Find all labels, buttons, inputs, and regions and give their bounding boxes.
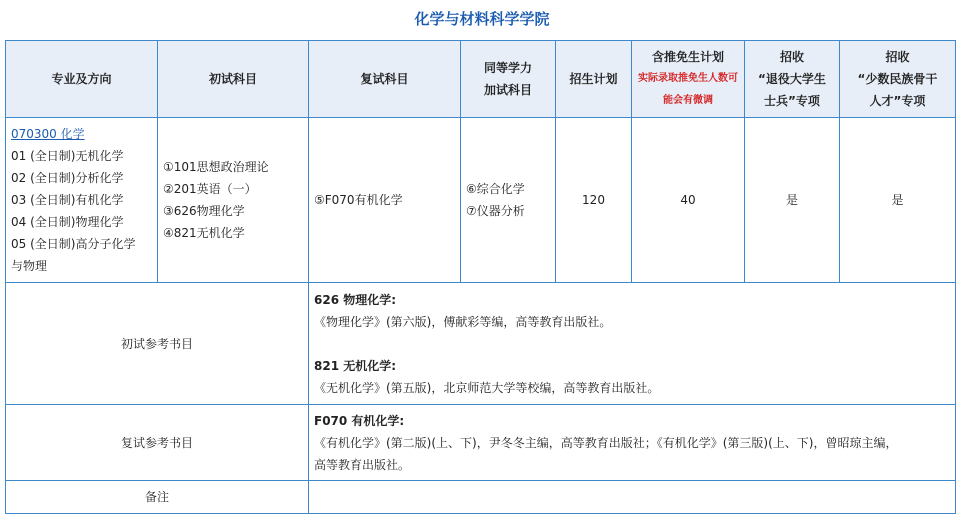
major-cell [6,118,158,283]
header-minority-line1: 招收 [885,50,910,64]
header-enrollment: 招生计划 [556,41,632,118]
direction-item: 05 (全日制)高分子化学 [11,237,136,251]
first-exam-item: ①101思想政治理论 [163,160,269,174]
veteran-cell: 是 [745,118,840,283]
page-title: 化学与材料科学学院 [414,10,550,28]
retest-reference-row [6,405,956,481]
reference-book-title: F070 有机化学: [314,413,405,428]
retest-cell: ⑤F070有机化学 [309,118,461,283]
equivalent-cell [461,118,556,283]
header-row [6,41,956,118]
equivalent-item: ⑦仪器分析 [466,204,525,218]
header-equivalent-line1: 同等学力 [483,61,532,75]
first-exam-item: ②201英语（一） [163,182,257,196]
direction-item: 02 (全日制)分析化学 [11,171,124,185]
reference-book-detail: 高等教育出版社。 [314,457,411,472]
direction-item-tail: 与物理 [11,259,48,273]
remarks-label: 备注 [6,481,309,514]
header-veteran [745,41,840,118]
remarks-value [309,481,956,514]
reference-book-title: 626 物理化学: [314,292,397,307]
header-equivalent-line2: 加试科目 [483,83,532,97]
major-row [6,118,956,283]
header-recommend-line1: 含推免生计划 [651,50,724,64]
header-retest: 复试科目 [309,41,461,118]
header-first-exam: 初试科目 [158,41,309,118]
first-exam-cell [158,118,309,283]
header-minority-line2: “少数民族骨干 [857,72,938,86]
header-major: 专业及方向 [6,41,158,118]
enrollment-cell: 120 [556,118,632,283]
recommend-note-line2: 能会有微调 [663,95,713,106]
first-reference-row [6,283,956,405]
recommend-cell: 40 [632,118,745,283]
first-exam-item: ④821无机化学 [163,226,245,240]
header-recommend [632,41,745,118]
remarks-row [6,481,956,514]
minority-cell: 是 [840,118,956,283]
major-code-link[interactable]: 070300 化学 [11,127,85,141]
header-veteran-line3: 士兵”专项 [764,94,820,108]
direction-item: 04 (全日制)物理化学 [11,215,124,229]
header-veteran-line1: 招收 [779,50,804,64]
reference-book-detail: 《物理化学》(第六版)，傅献彩等编，高等教育出版社。 [314,314,612,329]
header-minority-line3: 人才”专项 [869,94,926,108]
reference-book-title: 821 无机化学: [314,358,397,373]
equivalent-item: ⑥综合化学 [466,182,525,196]
first-exam-item: ③626物理化学 [163,204,245,218]
reference-book-detail: 《无机化学》(第五版)，北京师范大学等校编，高等教育出版社。 [314,380,660,395]
header-minority [840,41,956,118]
first-reference-label: 初试参考书目 [6,283,309,405]
retest-reference-content [309,405,956,481]
direction-item: 01 (全日制)无机化学 [11,149,124,163]
reference-book-detail: 《有机化学》(第二版)(上、下)，尹冬冬主编，高等教育出版社；《有机化学》(第三版)(上、下)，曾昭琼主编， [314,435,898,450]
admission-table [5,40,956,514]
retest-reference-label: 复试参考书目 [6,405,309,481]
header-equivalent [461,41,556,118]
direction-item: 03 (全日制)有机化学 [11,193,124,207]
reference-spacer [314,333,950,355]
recommend-note-line1: 实际录取推免生人数可 [638,73,738,84]
first-reference-content [309,283,956,405]
header-veteran-line2: “退役大学生 [758,72,826,86]
